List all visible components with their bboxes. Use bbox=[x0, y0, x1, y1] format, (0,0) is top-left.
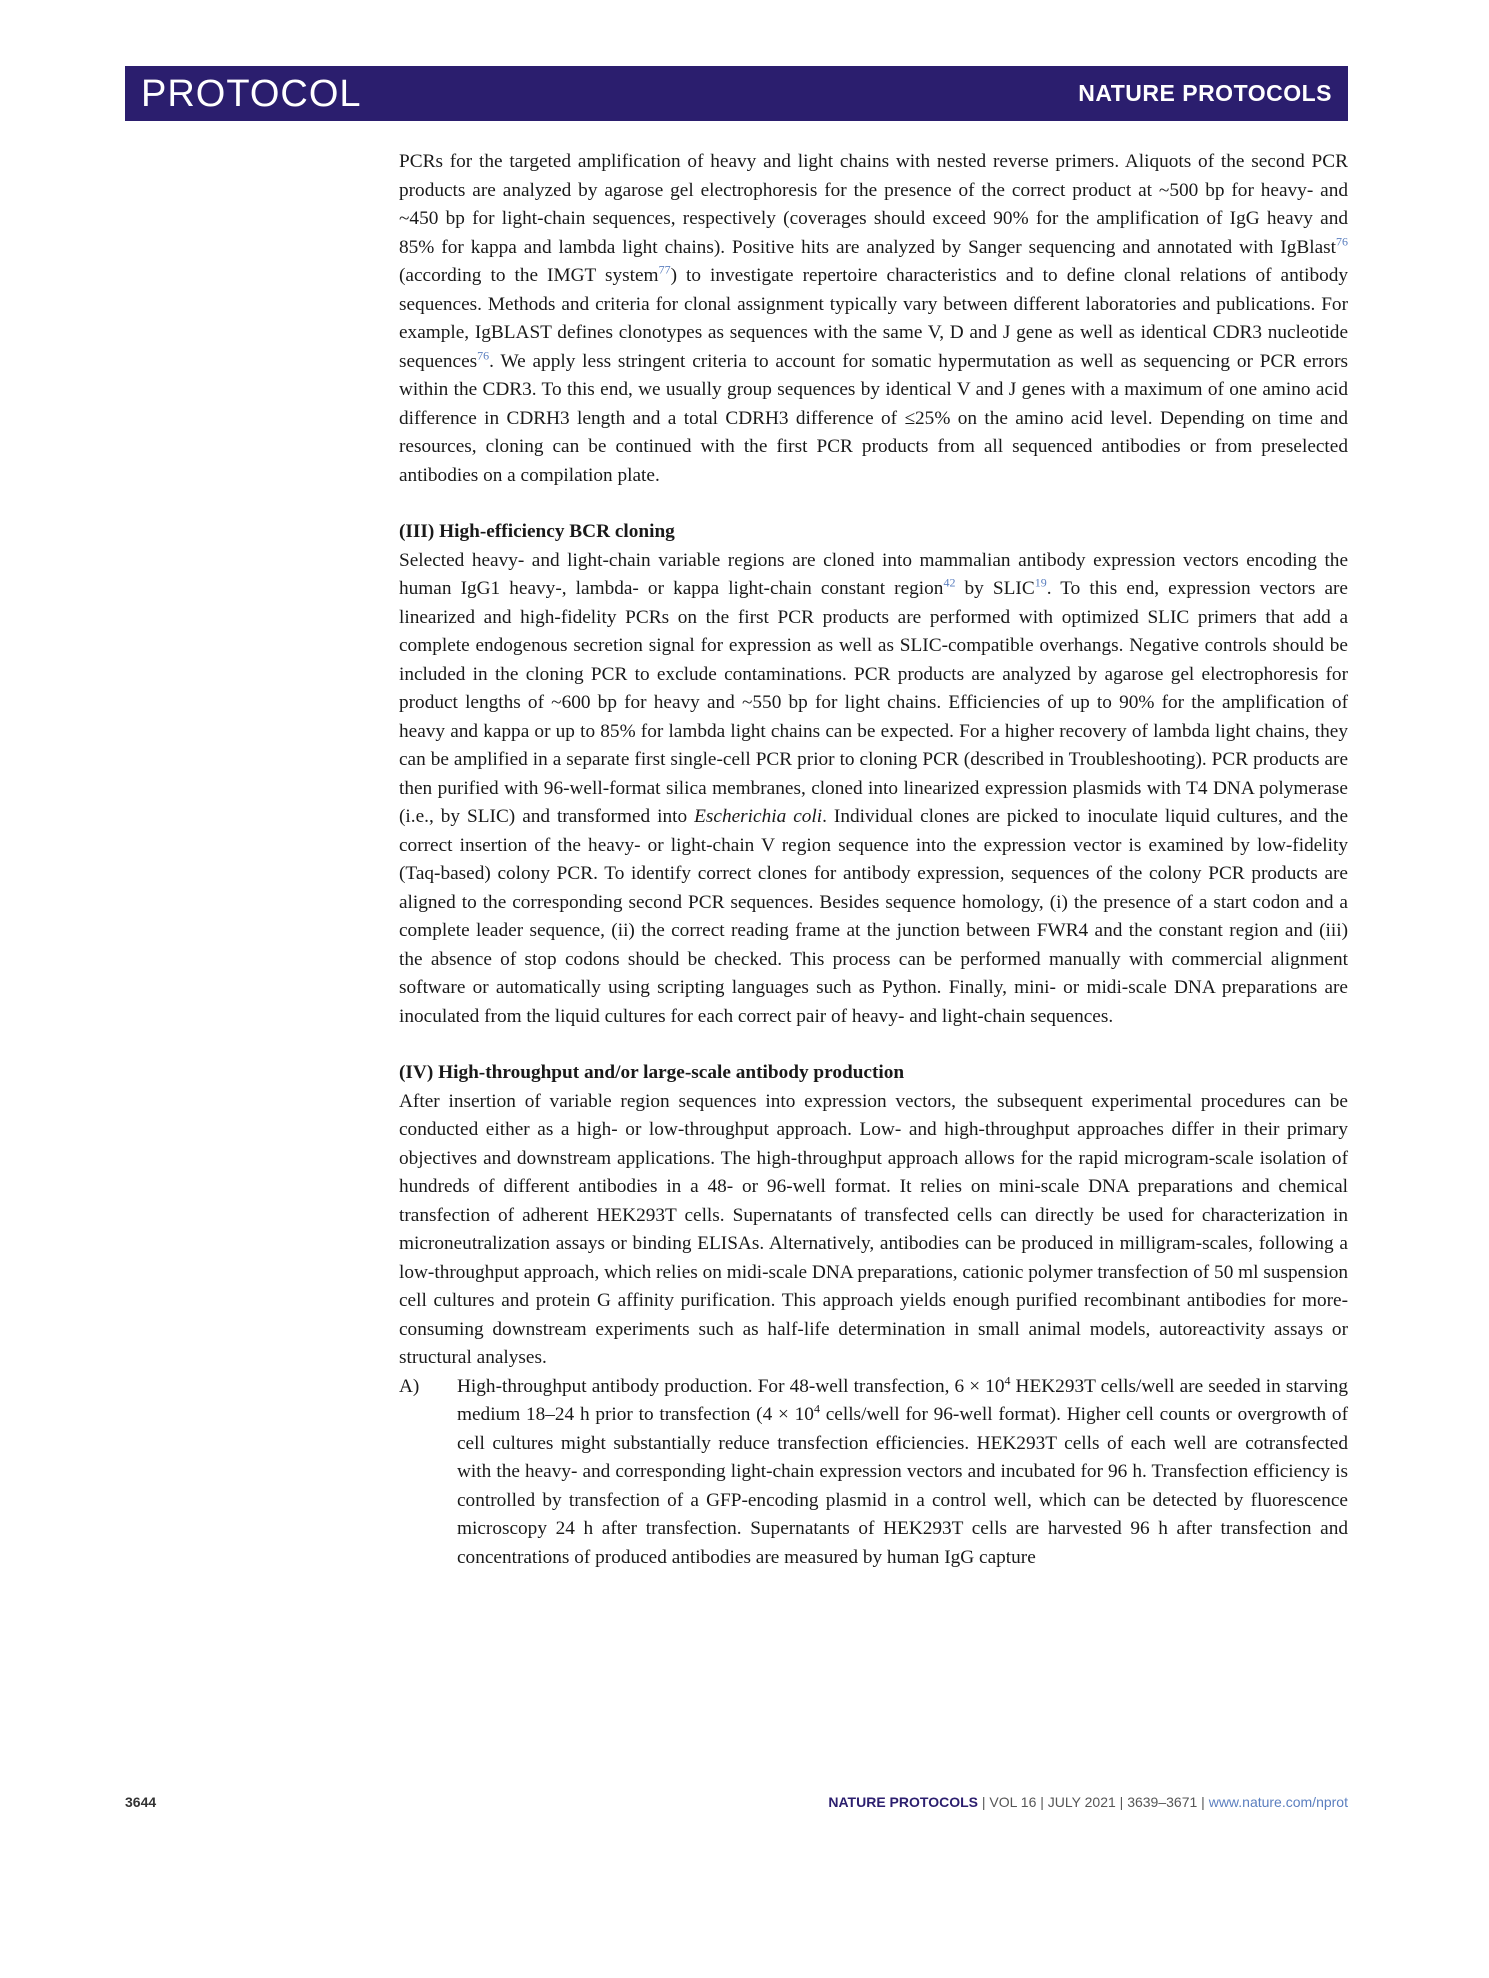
list-item-a bbox=[399, 1373, 1348, 1573]
reference-link[interactable]: 42 bbox=[943, 575, 956, 590]
list-item-text: High-throughput antibody production. For 48-well transfection, $6 \times 10^4$ HEK293T cells/well are seeded in starving medium 18–24 h prior to transfection ($4 \times 10^4$ cells/well for 96-well format). Higher cell counts or overgrowth of cell cultures might substantially reduce transfection efficiencies. HEK293T cells of each well are cotransfected with the heavy- and corresponding light-chain expression vectors and incubated for 96 h. Transfection efficiency is controlled by transfection of a GFP-encoding plasmid in a control well, which can be detected by fluorescence microscopy 24 h after transfection. Supernatants of HEK293T cells are harvested 96 h after transfection and concentrations of produced antibodies are measured by human IgG capture bbox=[457, 1373, 1348, 1568]
paragraph-intro: PCRs for the targeted amplification of heavy and light chains with nested reverse primers. Aliquots of the second PCR products are analyzed by agarose gel electrophoresis for the presence of the correct product at ~500 bp for heavy- and ~450 bp for light-chain sequences, respectively (coverages should exceed 90% for the amplification of IgG heavy and 85% for kappa and lambda light chains). Positive hits are analyzed by Sanger sequencing and annotated with IgBlast$^{76}$ (according to the IMGT system$^{77}$) to investigate repertoire characteristics and to define clonal relations of antibody sequences. Methods and criteria for clonal assignment typically vary between different laboratories and publications. For example, IgBLAST defines clonotypes as sequences with the same V, D and J gene as well as identical CDR3 nucleotide sequences$^{76}$. We apply less stringent criteria to account for somatic hypermutation as well as sequencing or PCR errors within the CDR3. To this end, we usually group sequences by identical V and J genes with a maximum of one amino acid difference in CDRH3 length and a total CDRH3 difference of ≤25% on the amino acid level. Depending on time and resources, cloning can be continued with the first PCR products from all sequenced antibodies or from preselected antibodies on a compilation plate. bbox=[399, 151, 1349, 486]
page-header bbox=[125, 66, 1348, 121]
journal-url-link[interactable]: www.nature.com/nprot bbox=[1208, 1794, 1348, 1810]
article-body bbox=[399, 148, 1348, 1572]
journal-label: NATURE PROTOCOLS bbox=[1078, 80, 1332, 106]
paragraph-cloning: Selected heavy- and light-chain variable regions are cloned into mammalian antibody expression vectors encoding the human IgG1 heavy-, lambda- or kappa light-chain constant region$^{42}$ by SLIC$^{19}$. To this end, expression vectors are linearized and high-fidelity PCRs on the first PCR products are performed with optimized SLIC primers that add a complete endogenous secretion signal for expression as well as SLIC-compatible overhangs. Negative controls should be included in the cloning PCR to exclude contaminations. PCR products are analyzed by agarose gel electrophoresis for product lengths of ~600 bp for heavy and ~550 bp for light chains. Efficiencies of up to 90% for the amplification of heavy and kappa or up to 85% for lambda light chains can be expected. For a higher recovery of lambda light chains, they can be amplified in a separate first single-cell PCR prior to cloning PCR (described in Troubleshooting). PCR products are then purified with 96-well-format silica membranes, cloned into linearized expression plasmids with T4 DNA polymerase (i.e., by SLIC) and transformed into Escherichia coli. Individual clones are picked to inoculate liquid cultures, and the correct insertion of the heavy- or light-chain V region sequence into the expression vector is examined by low-fidelity (Taq-based) colony PCR. To identify correct clones for antibody expression, sequences of the colony PCR products are aligned to the corresponding second PCR sequences. Besides sequence homology, (i) the presence of a start codon and a complete leader sequence, (ii) the correct reading frame at the junction between FWR4 and the constant region and (iii) the absence of stop codons should be checked. This process can be performed manually with commercial alignment software or automatically using scripting languages such as Python. Finally, mini- or midi-scale DNA preparations are inoculated from the liquid cultures for each correct pair of heavy- and light-chain sequences. bbox=[399, 549, 1349, 1027]
page-number: 3644 bbox=[125, 1794, 157, 1810]
list-marker: A) bbox=[399, 1375, 420, 1397]
paragraph-production: After insertion of variable region sequences into expression vectors, the subsequent experimental procedures can be conducted either as a high- or low-throughput approach. Low- and high-throughput approaches differ in their primary objectives and downstream applications. The high-throughput approach allows for the rapid microgram-scale isolation of hundreds of different antibodies in a 48- or 96-well format. It relies on mini-scale DNA preparations and chemical transfection of adherent HEK293T cells. Supernatants of transfected cells can directly be used for characterization in microneutralization assays or binding ELISAs. Alternatively, antibodies can be produced in milligram-scales, following a low-throughput approach, which relies on midi-scale DNA preparations, cationic polymer transfection of 50 ml suspension cell cultures and protein G affinity purification. This approach yields enough purified recombinant antibodies for more-consuming downstream experiments such as half-life determination in small animal models, autoreactivity assays or structural analyses. bbox=[399, 1090, 1348, 1368]
journal-citation: NATURE PROTOCOLS | VOL 16 | JULY 2021 | 3639–3671 | www.nature.com/nprot bbox=[828, 1794, 1348, 1810]
reference-link[interactable]: 19 bbox=[1034, 575, 1047, 590]
section-label: PROTOCOL bbox=[141, 73, 362, 115]
section-heading-iii: (III) High-efficiency BCR cloning bbox=[399, 521, 675, 542]
reference-link[interactable]: 76 bbox=[477, 348, 490, 363]
section-heading-iv: (IV) High-throughput and/or large-scale antibody production bbox=[399, 1062, 905, 1083]
reference-link[interactable]: 76 bbox=[1336, 234, 1348, 249]
reference-link[interactable]: 77 bbox=[658, 262, 671, 277]
